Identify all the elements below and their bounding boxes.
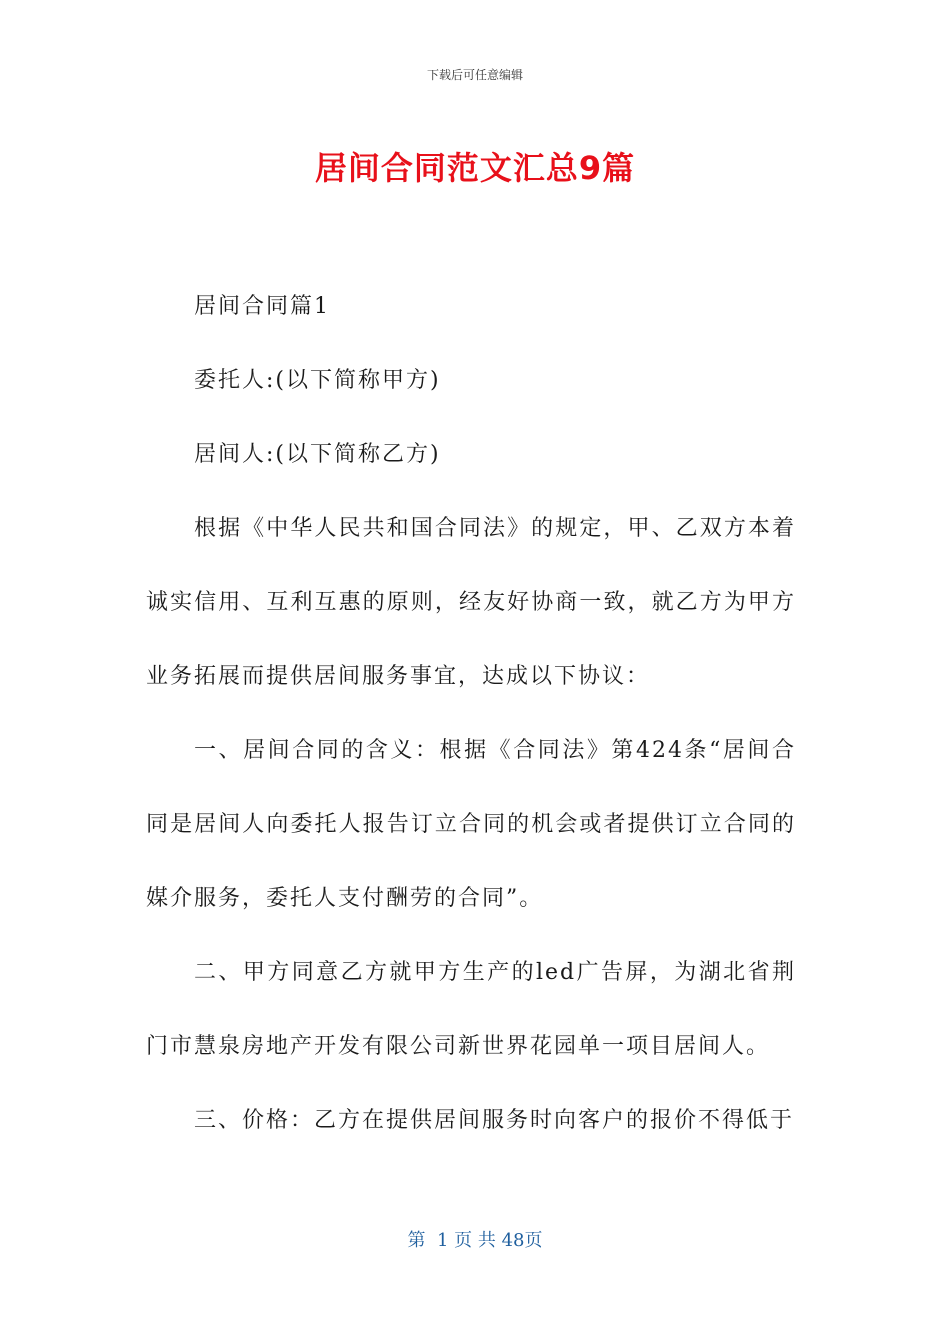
paragraph-client: 委托人:(以下简称甲方)	[194, 368, 441, 393]
paragraph-clause-3: 三、价格：乙方在提供居间服务时向客户的报价不得低于	[194, 1108, 795, 1133]
section-heading: 居间合同篇1	[194, 294, 330, 319]
paragraph-clause-2: 二、甲方同意乙方就甲方生产的led广告屏，为湖北省荆门市慧泉房地产开发有限公司新世界花园单一项目居间人。	[146, 960, 796, 1059]
paragraph-clause-1: 一、居间合同的含义：根据《合同法》第424条“居间合同是居间人向委托人报告订立合同的机会或者提供订立合同的媒介服务，委托人支付酬劳的合同”。	[146, 738, 796, 911]
document-body	[146, 270, 796, 1158]
page-number: 第 1 页 共 48页	[407, 1230, 543, 1251]
paragraph-broker: 居间人:(以下简称乙方)	[194, 442, 441, 467]
header-note: 下载后可任意编辑	[426, 68, 523, 82]
paragraph-preamble: 根据《中华人民共和国合同法》的规定，甲、乙双方本着诚实信用、互利互惠的原则，经友好协商一致，就乙方为甲方业务拓展而提供居间服务事宜，达成以下协议：	[146, 516, 796, 689]
document-title: 居间合同范文汇总9篇	[314, 149, 636, 187]
